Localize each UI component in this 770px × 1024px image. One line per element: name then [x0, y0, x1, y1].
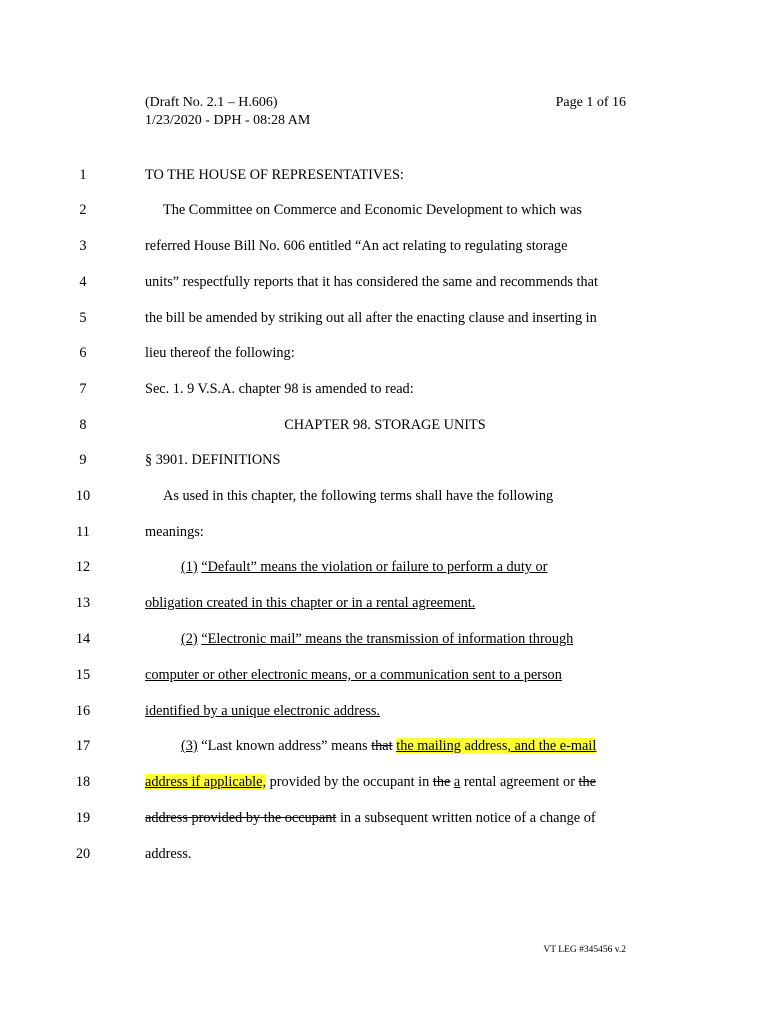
- doc-line: [0, 557, 770, 577]
- doc-line: [0, 272, 770, 292]
- line-text: The Committee on Commerce and Economic Development to which was: [163, 202, 582, 218]
- line-text: referred House Bill No. 606 entitled “An act relating to regulating storage: [145, 238, 568, 254]
- line-text: the bill be amended by striking out all after the enacting clause and inserting in: [145, 310, 597, 326]
- inserted-text: “Electronic mail” means the transmission of information through: [201, 631, 574, 647]
- line-number: 13: [75, 595, 91, 611]
- line-text: [145, 772, 596, 792]
- deleted-text: that: [371, 738, 393, 754]
- doc-line: [0, 665, 770, 685]
- inserted-highlighted-text: , and the e-mail: [507, 738, 597, 754]
- line-number: 17: [75, 738, 91, 754]
- line-text: Sec. 1. 9 V.S.A. chapter 98 is amended to read:: [145, 381, 414, 397]
- inserted-text: obligation created in this chapter or in a rental agreement.: [145, 595, 476, 611]
- inserted-highlighted-text: the mailing: [396, 738, 461, 754]
- line-text: [181, 736, 596, 756]
- line-number: 3: [79, 238, 87, 254]
- doc-line: [0, 736, 770, 756]
- doc-line: [0, 844, 770, 864]
- inserted-highlighted-text: address if applicable,: [145, 774, 267, 790]
- doc-line: [0, 343, 770, 363]
- line-text: meanings:: [145, 524, 204, 540]
- line-number: 18: [75, 774, 91, 790]
- deleted-text: the: [578, 774, 597, 790]
- doc-line: [0, 808, 770, 828]
- line-number: 11: [76, 524, 90, 540]
- line-number: 2: [79, 202, 87, 218]
- line-number: 12: [75, 559, 91, 575]
- draft-number: (Draft No. 2.1 – H.606): [145, 95, 278, 110]
- plain-text: rental agreement or: [460, 774, 579, 790]
- draft-date: 1/23/2020 - DPH - 08:28 AM: [145, 113, 311, 128]
- line-text: TO THE HOUSE OF REPRESENTATIVES:: [145, 167, 404, 183]
- inserted-text: identified by a unique electronic address.: [145, 703, 381, 719]
- doc-line: [0, 236, 770, 256]
- line-number: 19: [75, 810, 91, 826]
- deleted-text: the: [432, 774, 451, 790]
- doc-line: [0, 415, 770, 435]
- line-number: 5: [79, 310, 87, 326]
- doc-line: [0, 486, 770, 506]
- doc-line: [0, 308, 770, 328]
- doc-line: [0, 593, 770, 613]
- line-number: 10: [75, 488, 91, 504]
- inserted-text: computer or other electronic means, or a communication sent to a person: [145, 667, 562, 683]
- line-text: lieu thereof the following:: [145, 345, 295, 361]
- deleted-text: address provided by the occupant: [145, 810, 337, 826]
- doc-line: [0, 450, 770, 470]
- doc-line: [0, 522, 770, 542]
- line-number: 4: [79, 274, 87, 290]
- doc-line: [0, 629, 770, 649]
- doc-line: [0, 165, 770, 185]
- line-number: 14: [75, 631, 91, 647]
- line-number: 6: [79, 345, 87, 361]
- inserted-text: (1): [181, 559, 198, 575]
- line-number: 1: [79, 167, 87, 183]
- doc-line: [0, 379, 770, 399]
- line-text: address.: [145, 846, 192, 862]
- line-text: units” respectfully reports that it has considered the same and recommends that: [145, 274, 598, 290]
- line-text: [145, 808, 596, 828]
- line-text: [181, 629, 573, 649]
- line-text: As used in this chapter, the following terms shall have the following: [163, 488, 554, 504]
- document-id-footer: VT LEG #345456 v.2: [543, 945, 626, 955]
- line-number: 15: [75, 667, 91, 683]
- plain-text: in a subsequent written notice of a change of: [336, 810, 596, 826]
- highlighted-text: address: [460, 738, 508, 754]
- doc-line: [0, 701, 770, 721]
- chapter-heading: CHAPTER 98. STORAGE UNITS: [284, 417, 486, 433]
- plain-text: provided by the occupant in: [266, 774, 433, 790]
- inserted-text: a: [453, 774, 461, 790]
- line-number: 16: [75, 703, 91, 719]
- inserted-text: “Default” means the violation or failure to perform a duty or: [201, 559, 548, 575]
- line-text: [181, 557, 547, 577]
- page-number: Page 1 of 16: [555, 95, 626, 110]
- line-number: 9: [79, 452, 87, 468]
- plain-text: “Last known address” means: [201, 738, 372, 754]
- doc-line: [0, 772, 770, 792]
- line-number: 7: [79, 381, 87, 397]
- inserted-text: (3): [181, 738, 198, 754]
- doc-line: [0, 200, 770, 220]
- section-heading: § 3901. DEFINITIONS: [145, 452, 281, 468]
- inserted-text: (2): [181, 631, 198, 647]
- line-number: 20: [75, 846, 91, 862]
- line-number: 8: [79, 417, 87, 433]
